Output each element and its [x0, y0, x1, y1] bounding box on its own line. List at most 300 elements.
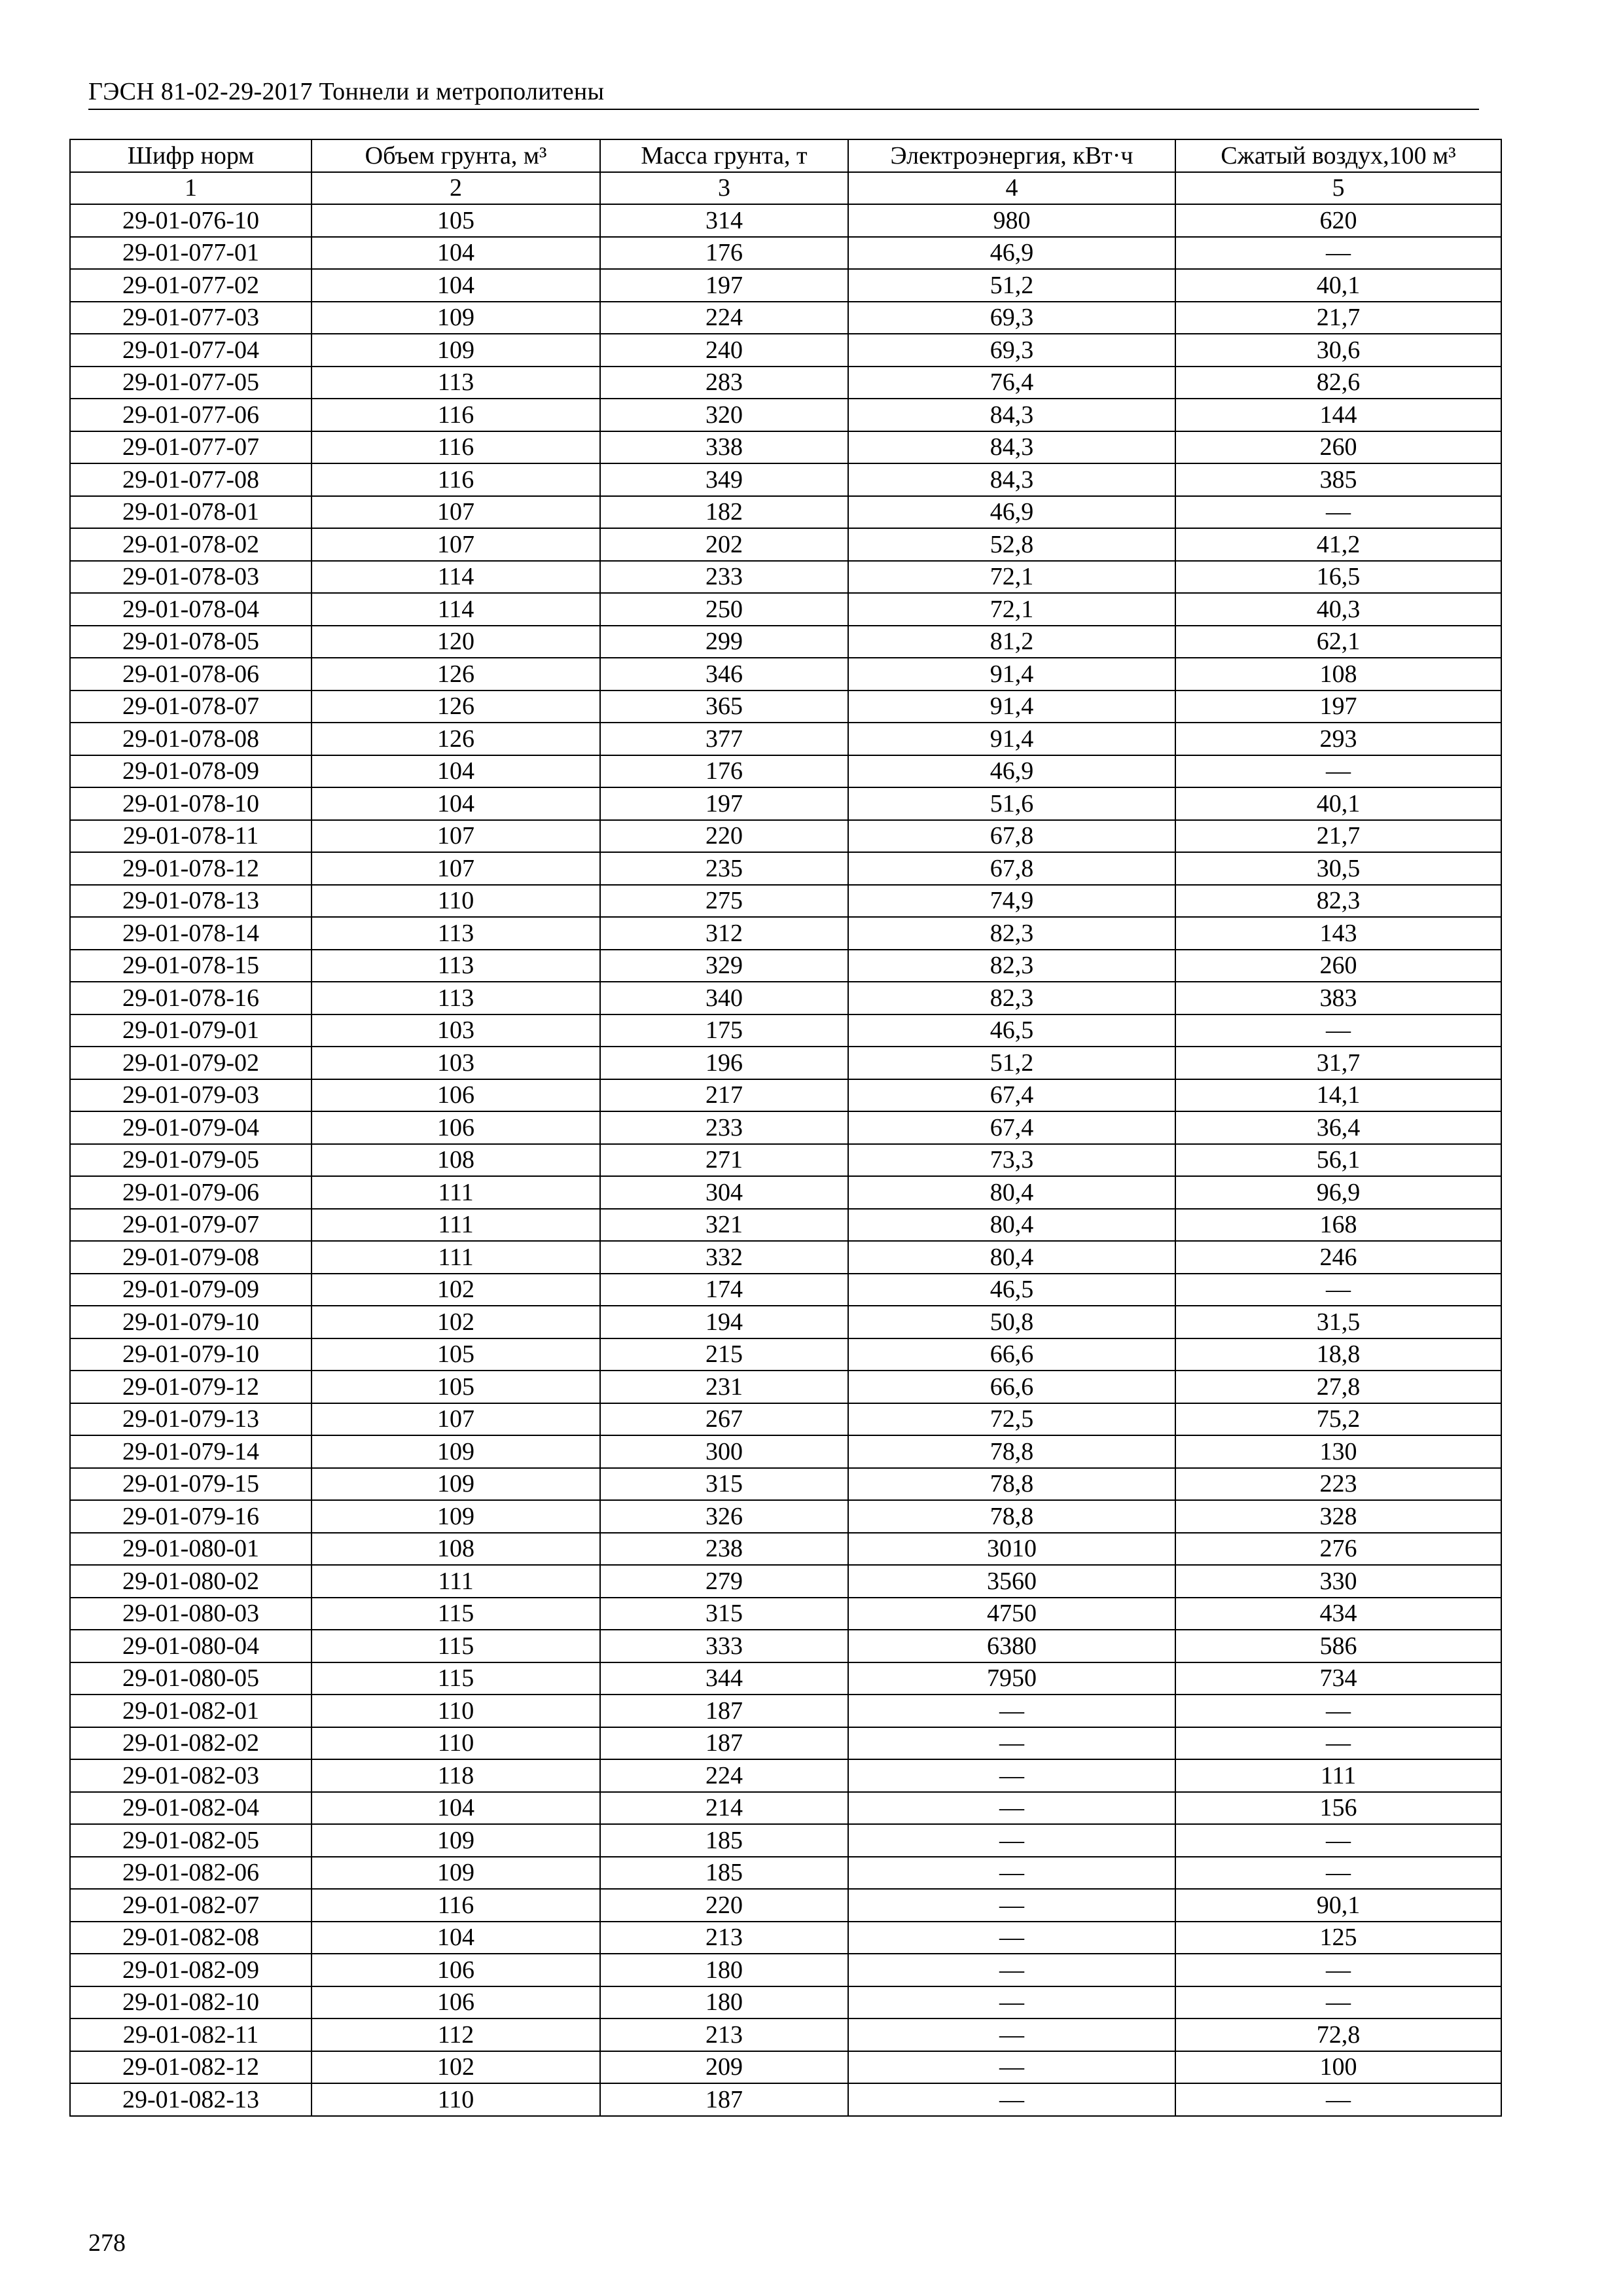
compressed-air-cell: 30,5 [1175, 852, 1501, 885]
compressed-air-cell: — [1175, 2083, 1501, 2116]
soil-volume-cell: 118 [312, 1759, 600, 1792]
compressed-air-cell: — [1175, 1695, 1501, 1727]
table-row [70, 1144, 1501, 1177]
electricity-cell: — [848, 1824, 1175, 1857]
compressed-air-cell: 276 [1175, 1533, 1501, 1566]
table-row [70, 2018, 1501, 2051]
electricity-cell: 46,9 [848, 755, 1175, 788]
table-row [70, 1209, 1501, 1242]
norm-code-cell: 29-01-079-10 [70, 1306, 312, 1338]
soil-volume-cell: 114 [312, 561, 600, 594]
soil-volume-cell: 116 [312, 399, 600, 431]
norm-code-cell: 29-01-078-01 [70, 496, 312, 529]
soil-volume-cell: 113 [312, 367, 600, 399]
norm-code-cell: 29-01-082-09 [70, 1954, 312, 1986]
table-row [70, 1695, 1501, 1727]
norm-code-cell: 29-01-080-02 [70, 1565, 312, 1598]
table-row [70, 787, 1501, 820]
compressed-air-cell: — [1175, 1857, 1501, 1890]
column-number: 5 [1175, 172, 1501, 205]
electricity-cell: 84,3 [848, 431, 1175, 464]
compressed-air-cell: 96,9 [1175, 1176, 1501, 1209]
soil-mass-cell: 233 [600, 1111, 848, 1144]
electricity-cell: 46,9 [848, 237, 1175, 270]
electricity-cell: 7950 [848, 1662, 1175, 1695]
compressed-air-cell: 156 [1175, 1792, 1501, 1825]
soil-volume-cell: 109 [312, 1468, 600, 1501]
compressed-air-cell: 41,2 [1175, 528, 1501, 561]
compressed-air-cell: 31,5 [1175, 1306, 1501, 1338]
soil-volume-cell: 115 [312, 1630, 600, 1662]
norm-code-cell: 29-01-079-03 [70, 1079, 312, 1112]
norm-code-cell: 29-01-078-04 [70, 593, 312, 626]
norm-code-cell: 29-01-078-02 [70, 528, 312, 561]
electricity-cell: 91,4 [848, 658, 1175, 691]
soil-volume-cell: 107 [312, 1403, 600, 1436]
table-row [70, 2051, 1501, 2084]
soil-mass-cell: 271 [600, 1144, 848, 1177]
table-row [70, 496, 1501, 529]
electricity-cell: 51,2 [848, 1047, 1175, 1079]
table-row [70, 1371, 1501, 1403]
soil-volume-cell: 111 [312, 1176, 600, 1209]
soil-volume-cell: 116 [312, 1889, 600, 1922]
norms-table [69, 139, 1502, 2117]
soil-volume-cell: 104 [312, 269, 600, 302]
norm-code-cell: 29-01-080-04 [70, 1630, 312, 1662]
soil-mass-cell: 333 [600, 1630, 848, 1662]
norm-code-cell: 29-01-079-01 [70, 1014, 312, 1047]
table-row [70, 1954, 1501, 1986]
compressed-air-cell: — [1175, 1824, 1501, 1857]
soil-mass-cell: 176 [600, 755, 848, 788]
soil-mass-cell: 314 [600, 204, 848, 237]
electricity-cell: 84,3 [848, 399, 1175, 431]
soil-volume-cell: 110 [312, 1727, 600, 1760]
norm-code-cell: 29-01-078-07 [70, 691, 312, 723]
table-row [70, 1274, 1501, 1306]
table-row [70, 1079, 1501, 1112]
soil-mass-cell: 329 [600, 950, 848, 982]
norm-code-cell: 29-01-078-15 [70, 950, 312, 982]
electricity-cell: 67,4 [848, 1079, 1175, 1112]
soil-volume-cell: 115 [312, 1598, 600, 1630]
soil-mass-cell: 196 [600, 1047, 848, 1079]
electricity-cell: 72,1 [848, 593, 1175, 626]
table-row [70, 237, 1501, 270]
electricity-cell: — [848, 1727, 1175, 1760]
norm-code-cell: 29-01-077-06 [70, 399, 312, 431]
electricity-cell: 3560 [848, 1565, 1175, 1598]
soil-mass-cell: 185 [600, 1824, 848, 1857]
compressed-air-cell: 223 [1175, 1468, 1501, 1501]
table-row [70, 1533, 1501, 1566]
soil-volume-cell: 112 [312, 2018, 600, 2051]
column-number: 1 [70, 172, 312, 205]
electricity-cell: 72,1 [848, 561, 1175, 594]
table-row [70, 1727, 1501, 1760]
soil-mass-cell: 220 [600, 1889, 848, 1922]
electricity-cell: 76,4 [848, 367, 1175, 399]
table-row [70, 917, 1501, 950]
norm-code-cell: 29-01-082-08 [70, 1922, 312, 1954]
compressed-air-cell: 62,1 [1175, 626, 1501, 658]
table-row [70, 204, 1501, 237]
table-row [70, 658, 1501, 691]
soil-mass-cell: 299 [600, 626, 848, 658]
soil-volume-cell: 110 [312, 1695, 600, 1727]
electricity-cell: 69,3 [848, 302, 1175, 334]
column-header-compressed-air: Сжатый воздух,100 м³ [1175, 139, 1501, 172]
table-row [70, 367, 1501, 399]
compressed-air-cell: — [1175, 755, 1501, 788]
compressed-air-cell: 36,4 [1175, 1111, 1501, 1144]
compressed-air-cell: 82,6 [1175, 367, 1501, 399]
electricity-cell: 67,8 [848, 820, 1175, 853]
norm-code-cell: 29-01-079-16 [70, 1500, 312, 1533]
soil-mass-cell: 315 [600, 1598, 848, 1630]
electricity-cell: 91,4 [848, 691, 1175, 723]
compressed-air-cell: 586 [1175, 1630, 1501, 1662]
table-row [70, 463, 1501, 496]
electricity-cell: — [848, 1922, 1175, 1954]
norm-code-cell: 29-01-082-10 [70, 1986, 312, 2019]
norm-code-cell: 29-01-078-16 [70, 982, 312, 1014]
electricity-cell: — [848, 1759, 1175, 1792]
table-row [70, 820, 1501, 853]
compressed-air-cell: 16,5 [1175, 561, 1501, 594]
compressed-air-cell: 40,3 [1175, 593, 1501, 626]
electricity-cell: 80,4 [848, 1241, 1175, 1274]
soil-volume-cell: 105 [312, 1371, 600, 1403]
soil-volume-cell: 114 [312, 593, 600, 626]
norm-code-cell: 29-01-078-06 [70, 658, 312, 691]
table-row [70, 1889, 1501, 1922]
soil-volume-cell: 120 [312, 626, 600, 658]
soil-volume-cell: 113 [312, 917, 600, 950]
soil-volume-cell: 104 [312, 1922, 600, 1954]
table-row [70, 626, 1501, 658]
table-row [70, 1176, 1501, 1209]
header-rule [88, 109, 1479, 110]
soil-mass-cell: 326 [600, 1500, 848, 1533]
electricity-cell: 82,3 [848, 950, 1175, 982]
compressed-air-cell: 108 [1175, 658, 1501, 691]
soil-volume-cell: 109 [312, 302, 600, 334]
soil-mass-cell: 365 [600, 691, 848, 723]
electricity-cell: 980 [848, 204, 1175, 237]
soil-volume-cell: 104 [312, 1792, 600, 1825]
soil-mass-cell: 283 [600, 367, 848, 399]
norm-code-cell: 29-01-082-03 [70, 1759, 312, 1792]
soil-volume-cell: 102 [312, 2051, 600, 2084]
table-row [70, 1630, 1501, 1662]
norm-code-cell: 29-01-077-03 [70, 302, 312, 334]
norm-code-cell: 29-01-079-13 [70, 1403, 312, 1436]
norm-code-cell: 29-01-077-01 [70, 237, 312, 270]
soil-volume-cell: 104 [312, 237, 600, 270]
running-title: ГЭСН 81-02-29-2017 Тоннели и метрополитены [88, 78, 605, 105]
compressed-air-cell: 734 [1175, 1662, 1501, 1695]
norm-code-cell: 29-01-082-01 [70, 1695, 312, 1727]
norm-code-cell: 29-01-079-12 [70, 1371, 312, 1403]
soil-volume-cell: 110 [312, 885, 600, 918]
electricity-cell: — [848, 1954, 1175, 1986]
soil-mass-cell: 240 [600, 334, 848, 367]
norm-code-cell: 29-01-078-03 [70, 561, 312, 594]
soil-mass-cell: 231 [600, 1371, 848, 1403]
soil-volume-cell: 126 [312, 658, 600, 691]
soil-volume-cell: 111 [312, 1241, 600, 1274]
table-row [70, 950, 1501, 982]
compressed-air-cell: — [1175, 1014, 1501, 1047]
compressed-air-cell: 260 [1175, 431, 1501, 464]
soil-mass-cell: 175 [600, 1014, 848, 1047]
soil-volume-cell: 107 [312, 528, 600, 561]
electricity-cell: 82,3 [848, 917, 1175, 950]
soil-mass-cell: 202 [600, 528, 848, 561]
soil-mass-cell: 220 [600, 820, 848, 853]
norm-code-cell: 29-01-077-04 [70, 334, 312, 367]
soil-volume-cell: 126 [312, 723, 600, 755]
soil-mass-cell: 187 [600, 2083, 848, 2116]
electricity-cell: 46,9 [848, 496, 1175, 529]
norm-code-cell: 29-01-079-07 [70, 1209, 312, 1242]
norm-code-cell: 29-01-082-13 [70, 2083, 312, 2116]
compressed-air-cell: 100 [1175, 2051, 1501, 2084]
norm-code-cell: 29-01-078-13 [70, 885, 312, 918]
compressed-air-cell: 21,7 [1175, 302, 1501, 334]
electricity-cell: 66,6 [848, 1338, 1175, 1371]
table-row [70, 1014, 1501, 1047]
electricity-cell: 74,9 [848, 885, 1175, 918]
compressed-air-cell: — [1175, 496, 1501, 529]
norm-code-cell: 29-01-076-10 [70, 204, 312, 237]
compressed-air-cell: 30,6 [1175, 334, 1501, 367]
column-header-row [70, 139, 1501, 172]
compressed-air-cell: 246 [1175, 1241, 1501, 1274]
table-row [70, 1306, 1501, 1338]
compressed-air-cell: 90,1 [1175, 1889, 1501, 1922]
compressed-air-cell: 14,1 [1175, 1079, 1501, 1112]
electricity-cell: 78,8 [848, 1500, 1175, 1533]
electricity-cell: 80,4 [848, 1176, 1175, 1209]
compressed-air-cell: 130 [1175, 1435, 1501, 1468]
soil-volume-cell: 110 [312, 2083, 600, 2116]
table-row [70, 1792, 1501, 1825]
table-row [70, 1922, 1501, 1954]
soil-mass-cell: 180 [600, 1954, 848, 1986]
soil-mass-cell: 275 [600, 885, 848, 918]
table-row [70, 269, 1501, 302]
soil-mass-cell: 338 [600, 431, 848, 464]
table-row [70, 1565, 1501, 1598]
soil-volume-cell: 104 [312, 787, 600, 820]
soil-mass-cell: 213 [600, 1922, 848, 1954]
compressed-air-cell: 197 [1175, 691, 1501, 723]
compressed-air-cell: — [1175, 1954, 1501, 1986]
electricity-cell: 78,8 [848, 1468, 1175, 1501]
soil-mass-cell: 185 [600, 1857, 848, 1890]
soil-mass-cell: 197 [600, 787, 848, 820]
electricity-cell: 81,2 [848, 626, 1175, 658]
electricity-cell: — [848, 1986, 1175, 2019]
soil-volume-cell: 106 [312, 1986, 600, 2019]
electricity-cell: 69,3 [848, 334, 1175, 367]
soil-volume-cell: 107 [312, 852, 600, 885]
soil-mass-cell: 209 [600, 2051, 848, 2084]
column-number: 2 [312, 172, 600, 205]
norm-code-cell: 29-01-077-02 [70, 269, 312, 302]
norm-code-cell: 29-01-077-05 [70, 367, 312, 399]
compressed-air-cell: 620 [1175, 204, 1501, 237]
soil-mass-cell: 304 [600, 1176, 848, 1209]
norm-code-cell: 29-01-080-05 [70, 1662, 312, 1695]
compressed-air-cell: 75,2 [1175, 1403, 1501, 1436]
electricity-cell: 67,8 [848, 852, 1175, 885]
electricity-cell: 91,4 [848, 723, 1175, 755]
norm-code-cell: 29-01-079-08 [70, 1241, 312, 1274]
soil-mass-cell: 346 [600, 658, 848, 691]
soil-mass-cell: 320 [600, 399, 848, 431]
compressed-air-cell: 293 [1175, 723, 1501, 755]
norm-code-cell: 29-01-078-11 [70, 820, 312, 853]
compressed-air-cell: — [1175, 237, 1501, 270]
norm-code-cell: 29-01-079-04 [70, 1111, 312, 1144]
compressed-air-cell: 434 [1175, 1598, 1501, 1630]
soil-mass-cell: 217 [600, 1079, 848, 1112]
table-row [70, 1241, 1501, 1274]
table-row [70, 852, 1501, 885]
electricity-cell: 80,4 [848, 1209, 1175, 1242]
table-row [70, 982, 1501, 1014]
soil-mass-cell: 267 [600, 1403, 848, 1436]
soil-volume-cell: 102 [312, 1306, 600, 1338]
soil-mass-cell: 224 [600, 1759, 848, 1792]
soil-volume-cell: 106 [312, 1079, 600, 1112]
table-row [70, 561, 1501, 594]
electricity-cell: 6380 [848, 1630, 1175, 1662]
table-row [70, 1986, 1501, 2019]
soil-mass-cell: 194 [600, 1306, 848, 1338]
soil-volume-cell: 102 [312, 1274, 600, 1306]
table-row [70, 1662, 1501, 1695]
soil-mass-cell: 235 [600, 852, 848, 885]
table-row [70, 431, 1501, 464]
norm-code-cell: 29-01-079-09 [70, 1274, 312, 1306]
soil-mass-cell: 321 [600, 1209, 848, 1242]
electricity-cell: 51,2 [848, 269, 1175, 302]
electricity-cell: 52,8 [848, 528, 1175, 561]
soil-volume-cell: 113 [312, 950, 600, 982]
table-row [70, 1824, 1501, 1857]
compressed-air-cell: 40,1 [1175, 787, 1501, 820]
soil-mass-cell: 174 [600, 1274, 848, 1306]
soil-volume-cell: 106 [312, 1111, 600, 1144]
electricity-cell: — [848, 1695, 1175, 1727]
column-header-soil-mass: Масса грунта, т [600, 139, 848, 172]
soil-volume-cell: 109 [312, 1824, 600, 1857]
soil-mass-cell: 340 [600, 982, 848, 1014]
table-row [70, 885, 1501, 918]
soil-mass-cell: 180 [600, 1986, 848, 2019]
electricity-cell: 66,6 [848, 1371, 1175, 1403]
table-row [70, 1111, 1501, 1144]
soil-volume-cell: 104 [312, 755, 600, 788]
norm-code-cell: 29-01-082-06 [70, 1857, 312, 1890]
soil-volume-cell: 103 [312, 1014, 600, 1047]
compressed-air-cell: 18,8 [1175, 1338, 1501, 1371]
table-row [70, 1500, 1501, 1533]
table-row [70, 691, 1501, 723]
column-header-soil-volume: Объем грунта, м³ [312, 139, 600, 172]
norm-code-cell: 29-01-082-05 [70, 1824, 312, 1857]
compressed-air-cell: 72,8 [1175, 2018, 1501, 2051]
table-row [70, 334, 1501, 367]
compressed-air-cell: 260 [1175, 950, 1501, 982]
electricity-cell: — [848, 1889, 1175, 1922]
soil-volume-cell: 111 [312, 1565, 600, 1598]
compressed-air-cell: — [1175, 1986, 1501, 2019]
norm-code-cell: 29-01-082-11 [70, 2018, 312, 2051]
norm-code-cell: 29-01-078-09 [70, 755, 312, 788]
soil-mass-cell: 215 [600, 1338, 848, 1371]
soil-mass-cell: 197 [600, 269, 848, 302]
soil-volume-cell: 109 [312, 1500, 600, 1533]
soil-mass-cell: 187 [600, 1695, 848, 1727]
column-number: 4 [848, 172, 1175, 205]
compressed-air-cell: 143 [1175, 917, 1501, 950]
table-row [70, 1759, 1501, 1792]
soil-volume-cell: 107 [312, 820, 600, 853]
compressed-air-cell: 21,7 [1175, 820, 1501, 853]
norm-code-cell: 29-01-080-03 [70, 1598, 312, 1630]
norm-code-cell: 29-01-078-14 [70, 917, 312, 950]
norm-code-cell: 29-01-078-05 [70, 626, 312, 658]
compressed-air-cell: 56,1 [1175, 1144, 1501, 1177]
table-row [70, 1435, 1501, 1468]
norm-code-cell: 29-01-082-07 [70, 1889, 312, 1922]
table-row [70, 593, 1501, 626]
soil-mass-cell: 187 [600, 1727, 848, 1760]
soil-volume-cell: 103 [312, 1047, 600, 1079]
compressed-air-cell: 168 [1175, 1209, 1501, 1242]
soil-mass-cell: 349 [600, 463, 848, 496]
column-header-code: Шифр норм [70, 139, 312, 172]
norm-code-cell: 29-01-082-02 [70, 1727, 312, 1760]
soil-mass-cell: 176 [600, 237, 848, 270]
soil-mass-cell: 224 [600, 302, 848, 334]
norm-code-cell: 29-01-082-12 [70, 2051, 312, 2084]
table-row [70, 723, 1501, 755]
electricity-cell: 46,5 [848, 1274, 1175, 1306]
electricity-cell: — [848, 1857, 1175, 1890]
table-row [70, 302, 1501, 334]
table-row [70, 755, 1501, 788]
compressed-air-cell: 82,3 [1175, 885, 1501, 918]
soil-mass-cell: 238 [600, 1533, 848, 1566]
column-number-row [70, 172, 1501, 205]
soil-mass-cell: 377 [600, 723, 848, 755]
electricity-cell: 4750 [848, 1598, 1175, 1630]
compressed-air-cell: 385 [1175, 463, 1501, 496]
soil-volume-cell: 105 [312, 1338, 600, 1371]
soil-mass-cell: 332 [600, 1241, 848, 1274]
compressed-air-cell: 27,8 [1175, 1371, 1501, 1403]
compressed-air-cell: 111 [1175, 1759, 1501, 1792]
soil-volume-cell: 105 [312, 204, 600, 237]
soil-volume-cell: 116 [312, 463, 600, 496]
